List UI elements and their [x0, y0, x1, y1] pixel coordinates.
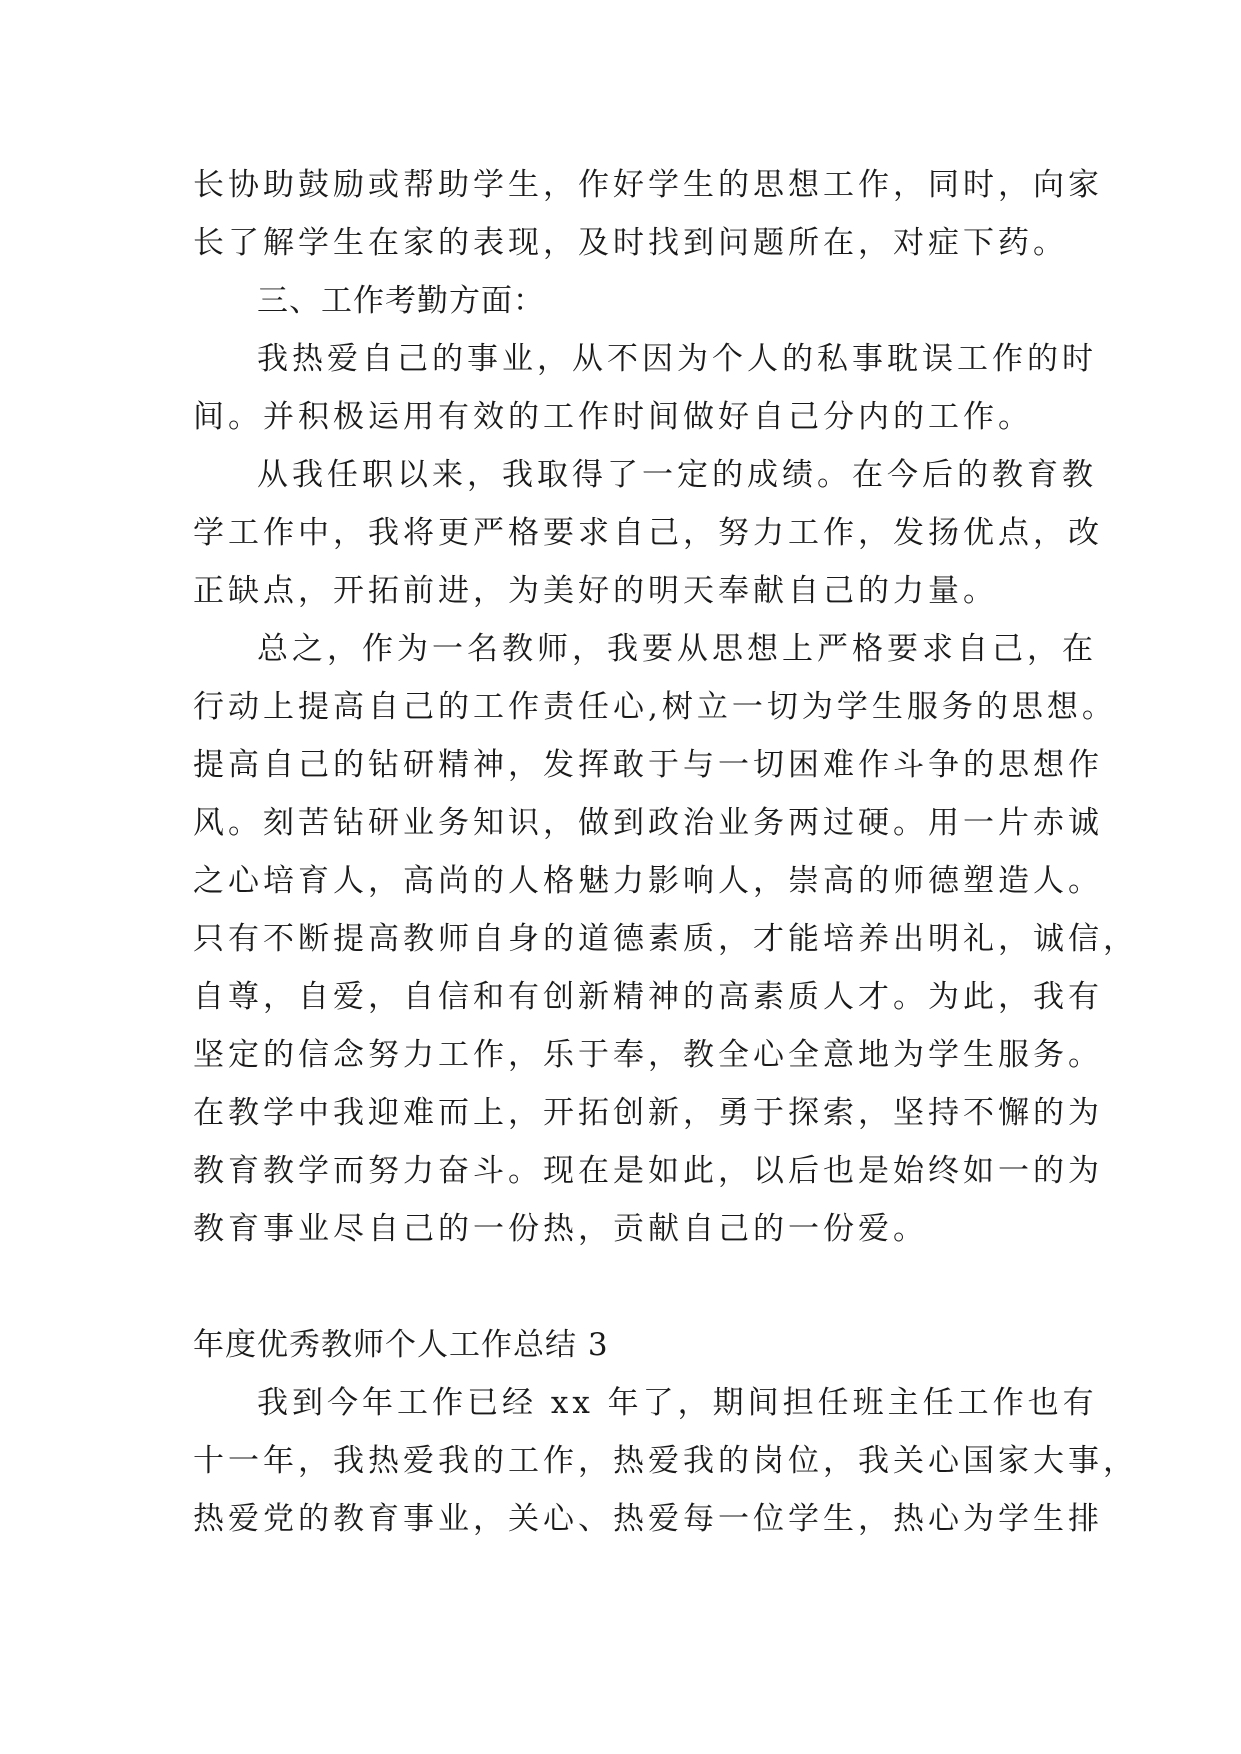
- paragraph-line: 教育事业尽自己的一份热，贡献自己的一份爱。: [193, 1211, 928, 1247]
- paragraph-line: 我热爱自己的事业，从不因为个人的私事耽误工作的时: [257, 341, 1097, 377]
- paragraph-line: 只有不断提高教师自身的道德素质，才能培养出明礼，诚信，: [193, 921, 1138, 957]
- paragraph-line: 在教学中我迎难而上，开拓创新，勇于探索，坚持不懈的为: [193, 1095, 1103, 1131]
- paragraph-line: 长了解学生在家的表现，及时找到问题所在，对症下药。: [193, 225, 1068, 261]
- paragraph-line: 总之，作为一名教师，我要从思想上严格要求自己，在: [257, 631, 1097, 667]
- paragraph-line: 之心培育人，高尚的人格魅力影响人，崇高的师德塑造人。: [193, 863, 1103, 899]
- paragraph-line: 我到今年工作已经 xx 年了，期间担任班主任工作也有: [257, 1385, 1098, 1421]
- paragraph-line: 从我任职以来，我取得了一定的成绩。在今后的教育教: [257, 457, 1097, 493]
- paragraph-line: 坚定的信念努力工作，乐于奉，教全心全意地为学生服务。: [193, 1037, 1103, 1073]
- paragraph-line: 自尊，自爱，自信和有创新精神的高素质人才。为此，我有: [193, 979, 1103, 1015]
- paragraph-line: 正缺点，开拓前进，为美好的明天奉献自己的力量。: [193, 573, 998, 609]
- paragraph-line: 风。刻苦钻研业务知识，做到政治业务两过硬。用一片赤诚: [193, 805, 1103, 841]
- paragraph-line: 间。并积极运用有效的工作时间做好自己分内的工作。: [193, 399, 1033, 435]
- paragraph-line: 行动上提高自己的工作责任心,树立一切为学生服务的思想。: [193, 689, 1117, 725]
- section-title: 年度优秀教师个人工作总结 3: [193, 1327, 609, 1363]
- paragraph-line: 热爱党的教育事业，关心、热爱每一位学生，热心为学生排: [193, 1501, 1103, 1537]
- paragraph-line: 十一年，我热爱我的工作，热爱我的岗位，我关心国家大事，: [193, 1443, 1138, 1479]
- section-heading: 三、工作考勤方面：: [257, 283, 545, 319]
- paragraph-line: 学工作中，我将更严格要求自己，努力工作，发扬优点，改: [193, 515, 1103, 551]
- paragraph-line: 提高自己的钻研精神，发挥敢于与一切困难作斗争的思想作: [193, 747, 1103, 783]
- paragraph-line: 长协助鼓励或帮助学生，作好学生的思想工作，同时，向家: [193, 167, 1103, 203]
- paragraph-line: 教育教学而努力奋斗。现在是如此，以后也是始终如一的为: [193, 1153, 1103, 1189]
